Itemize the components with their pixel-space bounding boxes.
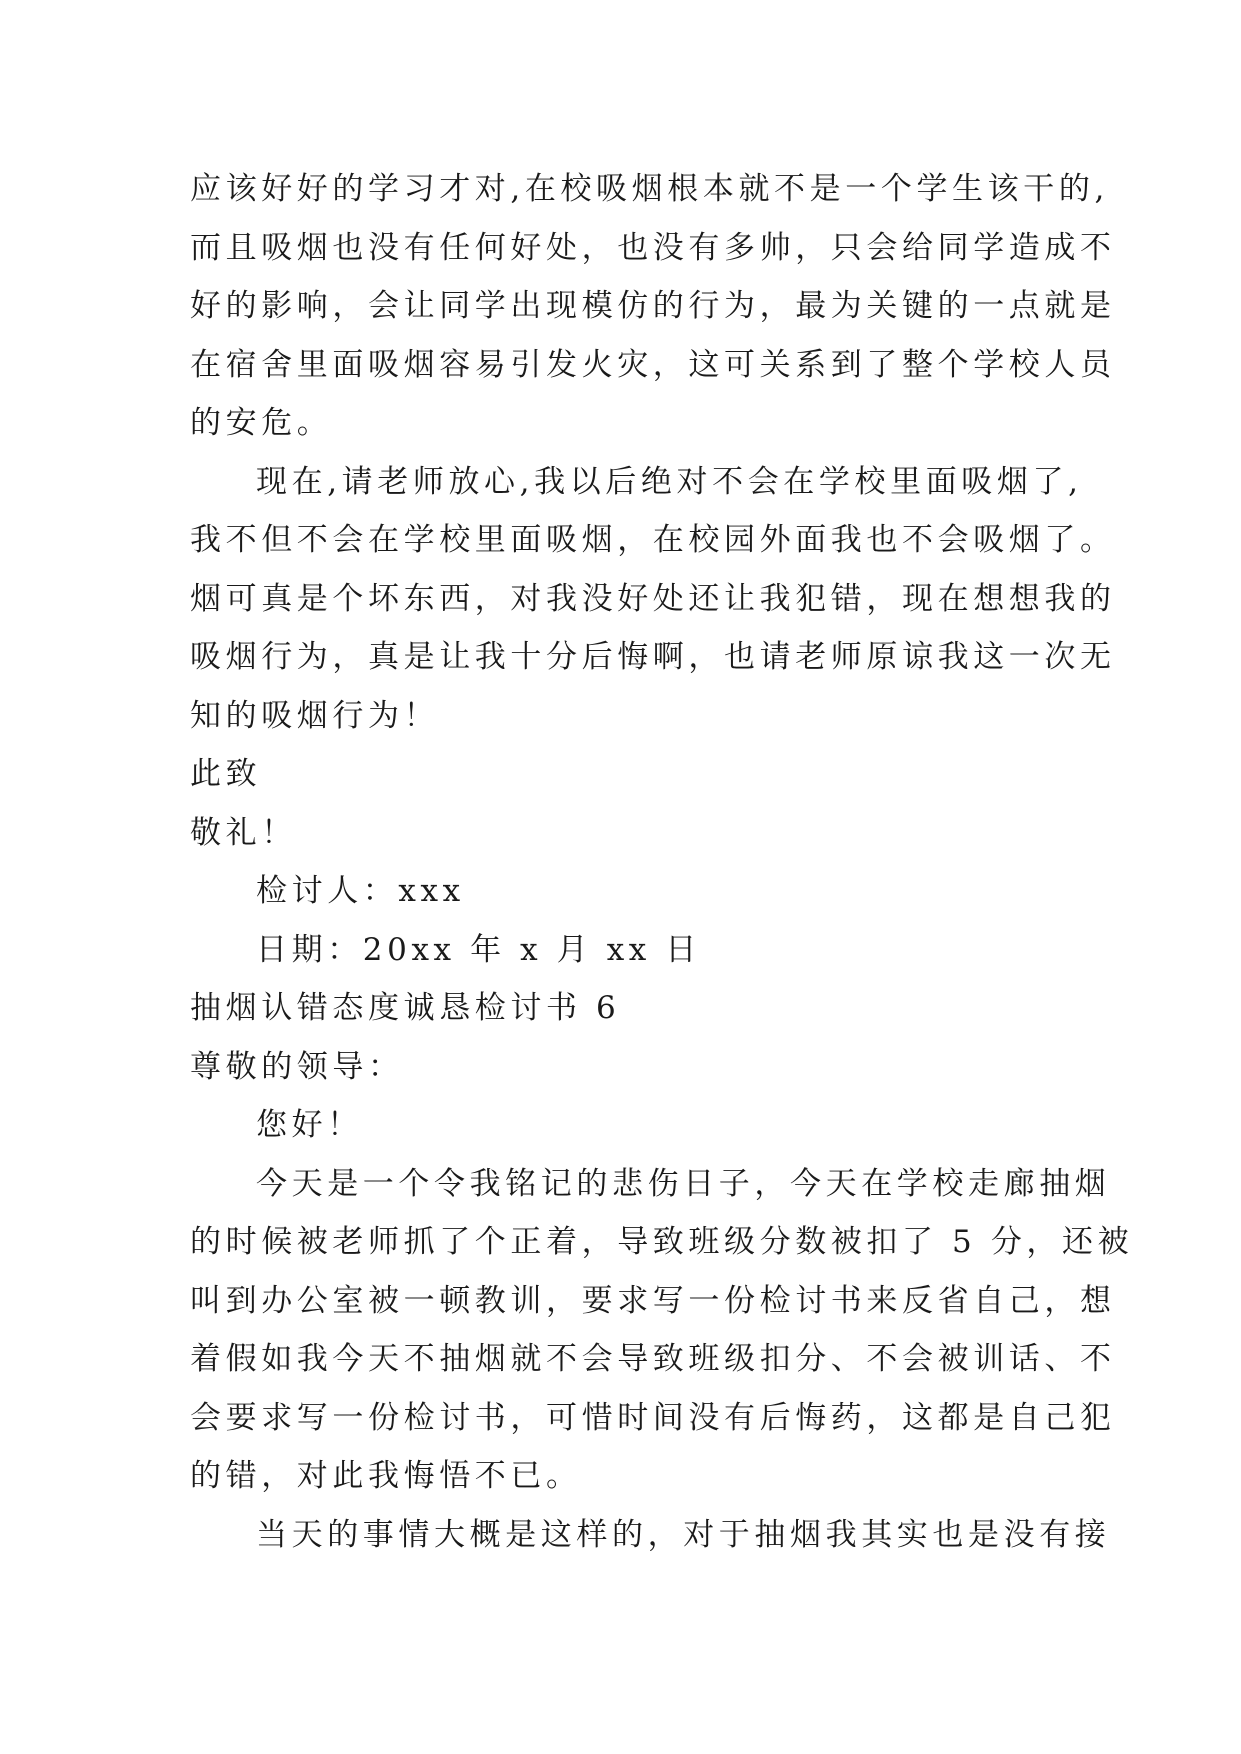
text-line: 烟可真是个坏东西，对我没好处还让我犯错，现在想想我的: [190, 580, 1116, 617]
text-line: 敬礼！: [190, 814, 297, 851]
text-line: 叫到办公室被一顿教训，要求写一份检讨书来反省自己，想: [190, 1282, 1116, 1319]
text-line: 会要求写一份检讨书，可惜时间没有后悔药，这都是自己犯: [190, 1399, 1116, 1436]
text-line: 在宿舍里面吸烟容易引发火灾，这可关系到了整个学校人员: [190, 346, 1116, 383]
text-line: 检讨人：xxx: [256, 873, 465, 909]
text-line: 当天的事情大概是这样的，对于抽烟我其实也是没有接: [256, 1516, 1111, 1553]
text-line: 抽烟认错态度诚恳检讨书 6: [190, 990, 621, 1026]
text-line: 着假如我今天不抽烟就不会导致班级扣分、不会被训话、不: [190, 1341, 1116, 1377]
text-line: 日期：20xx 年 x 月 xx 日: [256, 931, 701, 968]
text-line: 尊敬的领导：: [190, 1048, 404, 1085]
text-line: 好的影响，会让同学出现模仿的行为，最为关键的一点就是: [190, 288, 1116, 324]
text-line: 我不但不会在学校里面吸烟，在校园外面我也不会吸烟了。: [190, 522, 1116, 558]
text-line: 知的吸烟行为！: [190, 697, 440, 734]
text-line: 今天是一个令我铭记的悲伤日子，今天在学校走廊抽烟: [256, 1165, 1111, 1202]
text-line: 的时候被老师抓了个正着，导致班级分数被扣了 5 分，还被: [190, 1224, 1134, 1260]
text-line: 的安危。: [190, 405, 333, 441]
text-line: 的错，对此我悔悟不已。: [190, 1458, 582, 1494]
text-line: 吸烟行为，真是让我十分后悔啊，也请老师原谅我这一次无: [190, 639, 1116, 675]
text-line: 您好！: [256, 1107, 363, 1143]
document-body: [190, 160, 1134, 1564]
text-line: 现在,请老师放心,我以后绝对不会在学校里面吸烟了,: [256, 463, 1083, 500]
text-line: 应该好好的学习才对,在校吸烟根本就不是一个学生该干的,: [190, 171, 1109, 207]
text-line: 此致: [190, 756, 262, 792]
text-line: 而且吸烟也没有任何好处，也没有多帅，只会给同学造成不: [190, 229, 1116, 266]
